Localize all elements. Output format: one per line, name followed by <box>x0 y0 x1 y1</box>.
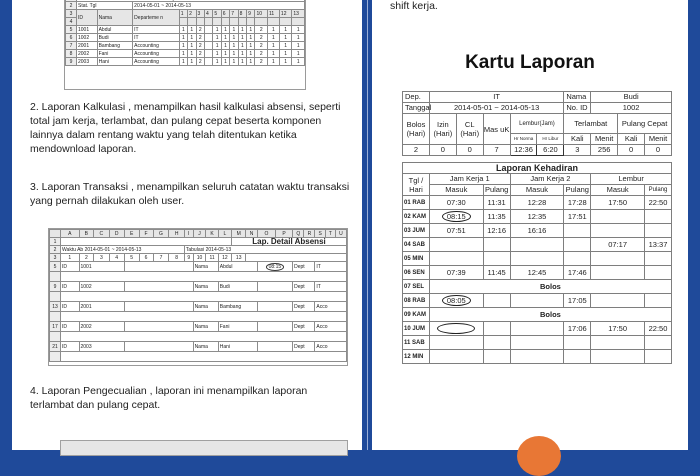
next-spreadsheet-preview <box>60 440 348 456</box>
sheet1-subheader <box>196 18 204 26</box>
sheet1-stat-label: Stat. Tgl <box>77 2 133 10</box>
shift-kerja-text: shift kerja. <box>390 0 438 12</box>
sheet1-stat-value: 2014-05-01 ~ 2014-05-13 <box>133 2 305 10</box>
dep-value: IT <box>429 92 563 103</box>
sheet1-subheader <box>279 18 291 26</box>
summary-value: 12:36 <box>510 145 537 156</box>
table-row: 10 JUM 17:06 17:50 22:50 <box>403 322 672 336</box>
table-row: 7 2001 Bambang Accounting 1 1 2 1 1 1 1 1 2 1 1 1 <box>66 42 305 50</box>
sheet2-tabulasi: Tabulasi 2014-05-13 <box>184 246 346 254</box>
summary-value: 2 <box>403 145 430 156</box>
summary-value: 0 <box>456 145 483 156</box>
sheet1-subheader <box>179 18 187 26</box>
table-row: 21 ID 2003 Nama Hani Dept Acco <box>50 342 347 352</box>
kartu-laporan-card: Dep. IT Nama Budi Tanggal 2014-05-01 ~ 2014-05-13 No. ID 1002 Bolos (Hari) Izin (Hari) CL (Hari) Mas uK Lembur(Jam) Terlambat Pulang Cepat Hr Norma Hr Libur Kali Menit Kali Menit 2 0 0 7 12:36 6:20 3 256 0 0 Laporan Kehadiran Tgl / Hari Jam Kerja 1 Jam Kerja 2 Lembur Masuk Pulang Masuk Pulang Masuk Pulang 01 RAB 07:30 11:31 12:28 17:28 17:50 22:50 02 KAM 08:15 11:35 12:35 17:51 03 JUM 07:51 12:16 16:16 04 SAB 07:17 13:37 05 MIN 06 SEN 07:39 11:45 12:45 17:46 07 SEL Bolos 08 RAB 08:05 17:05 09 KAM Bolos 10 JUM 17:06 17:50 22:50 11 SAB 12 MIN <box>402 91 672 391</box>
sheet1-subheader <box>247 18 255 26</box>
sheet1-header: 13 <box>292 10 305 18</box>
table-row: 5 ID 1001 Nama Abdul 08:15 Dept IT <box>50 262 347 272</box>
summary-value: 6:20 <box>537 145 564 156</box>
column-divider <box>367 0 368 450</box>
sheet1-header: 1 <box>179 10 187 18</box>
table-row: 13 ID 2001 Nama Bambang Dept Acco <box>50 302 347 312</box>
orange-logo-shape <box>517 436 561 476</box>
sheet1-header: 6 <box>221 10 229 18</box>
table-row: 05 MIN <box>403 252 672 266</box>
table-row: 02 KAM 08:15 11:35 12:35 17:51 <box>403 210 672 224</box>
circled-time: 08:05 <box>442 295 471 306</box>
right-panel <box>372 0 688 450</box>
summary-value: 256 <box>591 145 618 156</box>
table-row: 08 RAB 08:05 17:05 <box>403 294 672 308</box>
sheet1-subheader <box>230 18 238 26</box>
noid-value: 1002 <box>591 103 672 114</box>
kehadiran-title: Laporan Kehadiran <box>403 163 672 174</box>
table-row: 5 1001 Abdul IT 1 1 2 1 1 1 1 1 2 1 1 1 <box>66 26 305 34</box>
kartu-laporan-title: Kartu Laporan <box>465 52 595 73</box>
sheet2-circled-time: 08:15 <box>266 263 285 271</box>
sheet1-header: 4 <box>204 10 212 18</box>
paragraph-laporan-transaksi: 3. Laporan Transaksi , menampilkan seluruh catatan waktu transaksi yang pernah dilakukan oleh user. <box>30 181 350 207</box>
sheet1-header: 11 <box>267 10 279 18</box>
nama-value: Budi <box>591 92 672 103</box>
tanggal-value: 2014-05-01 ~ 2014-05-13 <box>429 103 563 114</box>
sheet1-header: 12 <box>279 10 291 18</box>
sheet1-header: ID <box>77 10 98 26</box>
circled-empty <box>437 323 475 334</box>
sheet1-header: 5 <box>213 10 221 18</box>
table-row: 17 ID 2002 Nama Fani Dept Acco <box>50 322 347 332</box>
summary-value: 0 <box>618 145 645 156</box>
sheet1-subheader <box>221 18 229 26</box>
table-row: 8 2002 Fani Accounting 1 1 2 1 1 1 1 1 2 1 1 1 <box>66 50 305 58</box>
table-row: 11 SAB <box>403 336 672 350</box>
table-row: 03 JUM 07:51 12:16 16:16 <box>403 224 672 238</box>
table-row: 04 SAB 07:17 13:37 <box>403 238 672 252</box>
left-panel <box>12 0 362 450</box>
sheet1-subheader <box>292 18 305 26</box>
summary-value: 0 <box>429 145 456 156</box>
table-row: 12 MIN <box>403 350 672 364</box>
sheet1-subheader <box>213 18 221 26</box>
sheet1-subheader <box>204 18 212 26</box>
sheet1-subheader <box>188 18 196 26</box>
sheet1-header: 7 <box>230 10 238 18</box>
table-row: 07 SEL Bolos <box>403 280 672 294</box>
sheet1-subheader <box>267 18 279 26</box>
sheet1-header: Nama <box>97 10 133 26</box>
summary-value: 0 <box>645 145 672 156</box>
sheet1-header: Departeme n <box>133 10 180 26</box>
sheet1-header: 3 <box>196 10 204 18</box>
sheet1-header: 8 <box>238 10 246 18</box>
sheet1-subheader <box>255 18 267 26</box>
paragraph-laporan-pengecualian: 4. Laporan Pengecualian , laporan ini menampilkan laporan terlambat dan pulang cepat. <box>30 385 308 411</box>
sheet2-waktu: Waktu Ab 2014-05-01 ~ 2014-05-13 <box>61 246 185 254</box>
table-row: 01 RAB 07:30 11:31 12:28 17:28 17:50 22:50 <box>403 196 672 210</box>
circled-time: 08:15 <box>442 211 471 222</box>
sheet1-header: 10 <box>255 10 267 18</box>
summary-value: 3 <box>564 145 591 156</box>
paragraph-laporan-kalkulasi: 2. Laporan Kalkulasi , menampilkan hasil kalkulasi absensi, seperti total jam kerja, terlambat, dan pulang cepat beserta komponen lainnya dalam rentang waktu yang telah ditentukan ketika mendownload laporan. <box>30 101 341 155</box>
table-row: 06 SEN 07:39 11:45 12:45 17:46 <box>403 266 672 280</box>
table-row: 9 ID 1002 Nama Budi Dept IT <box>50 282 347 292</box>
table-row: 09 KAM Bolos <box>403 308 672 322</box>
detail-absensi-spreadsheet: A B C D E F G H I J K L M N O P Q R S T U 1 Lap. Detail Absensi 2 Waktu Ab 2014-05-01 ~ 2014-05-13 Tabulasi 2014-05-13 3 1 2 3 4 5 6 7 8 9 10 11 12 13 5 ID 1001 Nama Abdul 08:15 Dept IT 9 ID 1002 Nama Budi Dept IT 13 ID 2001 Nama Bambang Dept Acco 17 ID 2002 Nama Fani Dept Acco 21 ID 2003 Nama Hani Dept Acco <box>48 228 348 366</box>
sheet2-title: Lap. Detail Absensi <box>231 238 346 246</box>
table-row: 6 1002 Budi IT 1 1 2 1 1 1 1 1 2 1 1 1 <box>66 34 305 42</box>
sheet1-header: 9 <box>247 10 255 18</box>
jadwal-spreadsheet: 2 Stat. Tgl 2014-05-01 ~ 2014-05-13 3 ID Nama Departeme n 1 2 3 4 5 6 7 8 9 10 11 12 13 4 5 1001 Abdul IT 1 1 2 1 1 1 1 1 2 1 1 1 6 1002 Budi IT 1 1 2 1 1 1 1 1 2 1 1 1 7 2001 Bambang Accounting 1 1 2 1 1 1 1 1 2 1 1 1 8 2002 Fani Accounting 1 1 2 1 1 1 1 1 2 1 1 1 9 2003 Hani Accounting 1 1 2 1 1 1 1 1 2 1 1 1 <box>64 0 306 90</box>
summary-value: 7 <box>483 145 510 156</box>
table-row: 9 2003 Hani Accounting 1 1 2 1 1 1 1 1 2 1 1 1 <box>66 58 305 66</box>
sheet1-subheader <box>238 18 246 26</box>
sheet1-header: 2 <box>188 10 196 18</box>
